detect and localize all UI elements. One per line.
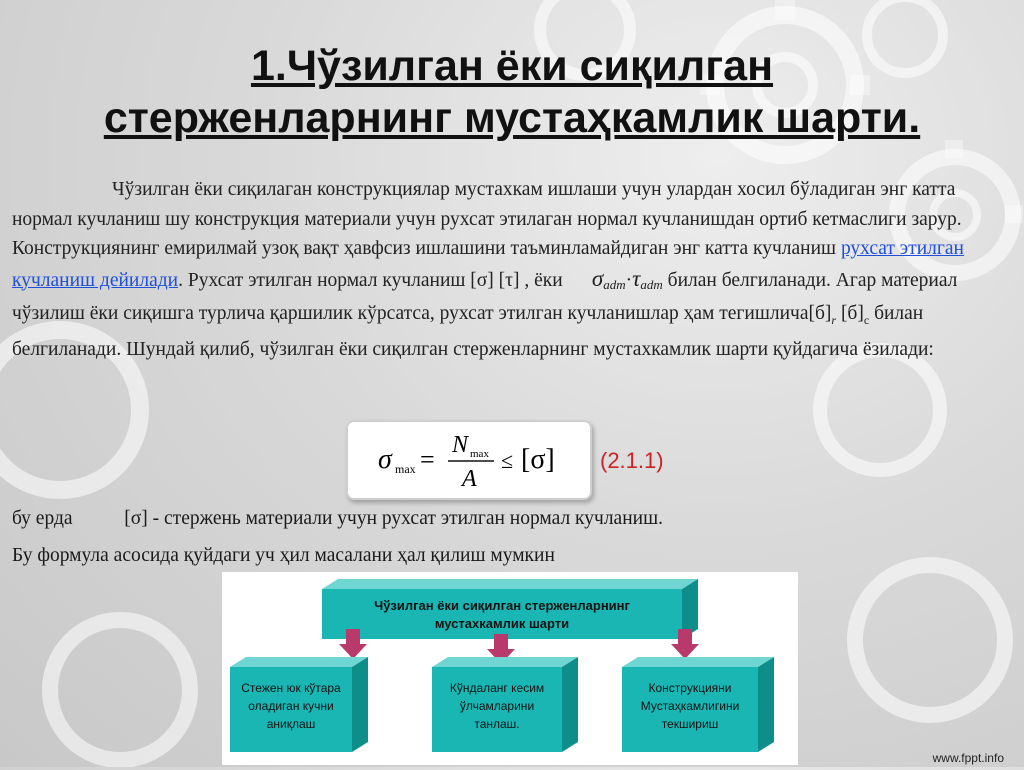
formula-numerator-sub: max	[470, 448, 489, 460]
subscript-r: r	[831, 312, 837, 327]
explanation-symbol: [σ]	[124, 508, 148, 529]
paragraph-text-3: билан белгиланади. Агар материал чўзилиш ёки сиқишга турлича қаршилик кўрсатса, рухсат этилган кучланишлар ҳам тегишлича[б]	[12, 269, 958, 324]
formula-svg	[348, 422, 590, 498]
box1-line-3: аниқлаш	[266, 717, 316, 731]
diagram-svg	[222, 572, 798, 765]
box-choose-section	[432, 657, 578, 752]
paragraph-text-1: Чўзилган ёки сиқилаган конструкциялар мустахкам ишлаши учун улардан хосил бўладиган энг катта нормал кучланиш шу конструкция материали учун рухсат этилаган нормал кучланишдан ортиб кетмаслиги зарур. Конструкциянинг емирилмай узоқ вақт ҳавфсиз ишлашини таъминламайдиган энг катта кучланиш	[12, 179, 962, 259]
box-find-load	[230, 657, 368, 752]
box3-line-1: Конструкцияни	[648, 681, 732, 695]
slide-title	[0, 40, 1024, 144]
paragraph-text-4: [б]	[836, 303, 864, 324]
top-box-line-1: Чўзилган ёки сиқилган стерженларнинг	[374, 598, 630, 613]
box1-line-1: Стежен юк кўтара	[241, 681, 341, 695]
explanation-rest: - стержень материали учун рухсат этилган нормал кучланиш.	[147, 508, 663, 529]
sigma-symbol: σ	[591, 265, 604, 291]
tau-subscript: adm	[640, 276, 663, 292]
paragraph-text-2: . Рухсат этилган нормал кучланиш [σ] [τ] , ёки	[178, 269, 568, 291]
formula-equals: =	[420, 445, 435, 474]
tasks-intro-line: Бу формула асосида қуйдаги уч ҳил масалани ҳал қилиш мумкин	[12, 545, 555, 566]
box2-line-1: Кўндаланг кесим	[449, 681, 545, 695]
box1-line-2: оладиган кучни	[248, 699, 334, 713]
box3-line-2: Мустаҳкамлигини	[640, 699, 740, 713]
top-box-line-2: мустахкамлик шарти	[434, 616, 570, 631]
condition-diagram	[222, 572, 798, 765]
formula-sigma: σ	[378, 444, 392, 475]
top-box	[322, 579, 698, 639]
box-check-strength	[622, 657, 774, 752]
box2-line-2: ўлчамларини	[459, 699, 535, 713]
formula-leq: ≤	[501, 448, 514, 473]
body-paragraph	[12, 175, 1012, 365]
formula-numerator: N	[452, 432, 469, 458]
subscript-c: c	[863, 312, 870, 327]
formula-number: (2.1.1)	[600, 448, 664, 473]
explanation-line	[12, 508, 663, 530]
title-line-1: 1.Чўзилган ёки сиқилган	[250, 42, 774, 90]
formula-sigma-sub: max	[395, 462, 416, 476]
formula-box	[346, 420, 592, 500]
box2-line-3: танлаш.	[474, 717, 520, 731]
footer-url[interactable]: www.fppt.info	[932, 751, 1004, 765]
paragraph-text-5: билан белгиланади. Шундай қилиб, чўзилган ёки сиқилган стерженларнинг мустахкамлик шарти қуйдагича ёзилади:	[12, 303, 934, 361]
definition-link[interactable]: рухсат этилган кучланиш дейилади	[12, 238, 964, 291]
box3-line-3: текшириш	[661, 717, 719, 731]
explanation-prefix: бу ерда	[12, 508, 73, 529]
formula-denominator: A	[462, 466, 477, 492]
dot-symbol: ·	[625, 269, 633, 291]
title-line-2: стерженларнинг мустаҳкамлик шарти.	[103, 94, 921, 142]
formula-rhs: [σ]	[521, 444, 555, 475]
tau-symbol: τ	[632, 265, 641, 291]
sigma-subscript: adm	[603, 276, 626, 292]
